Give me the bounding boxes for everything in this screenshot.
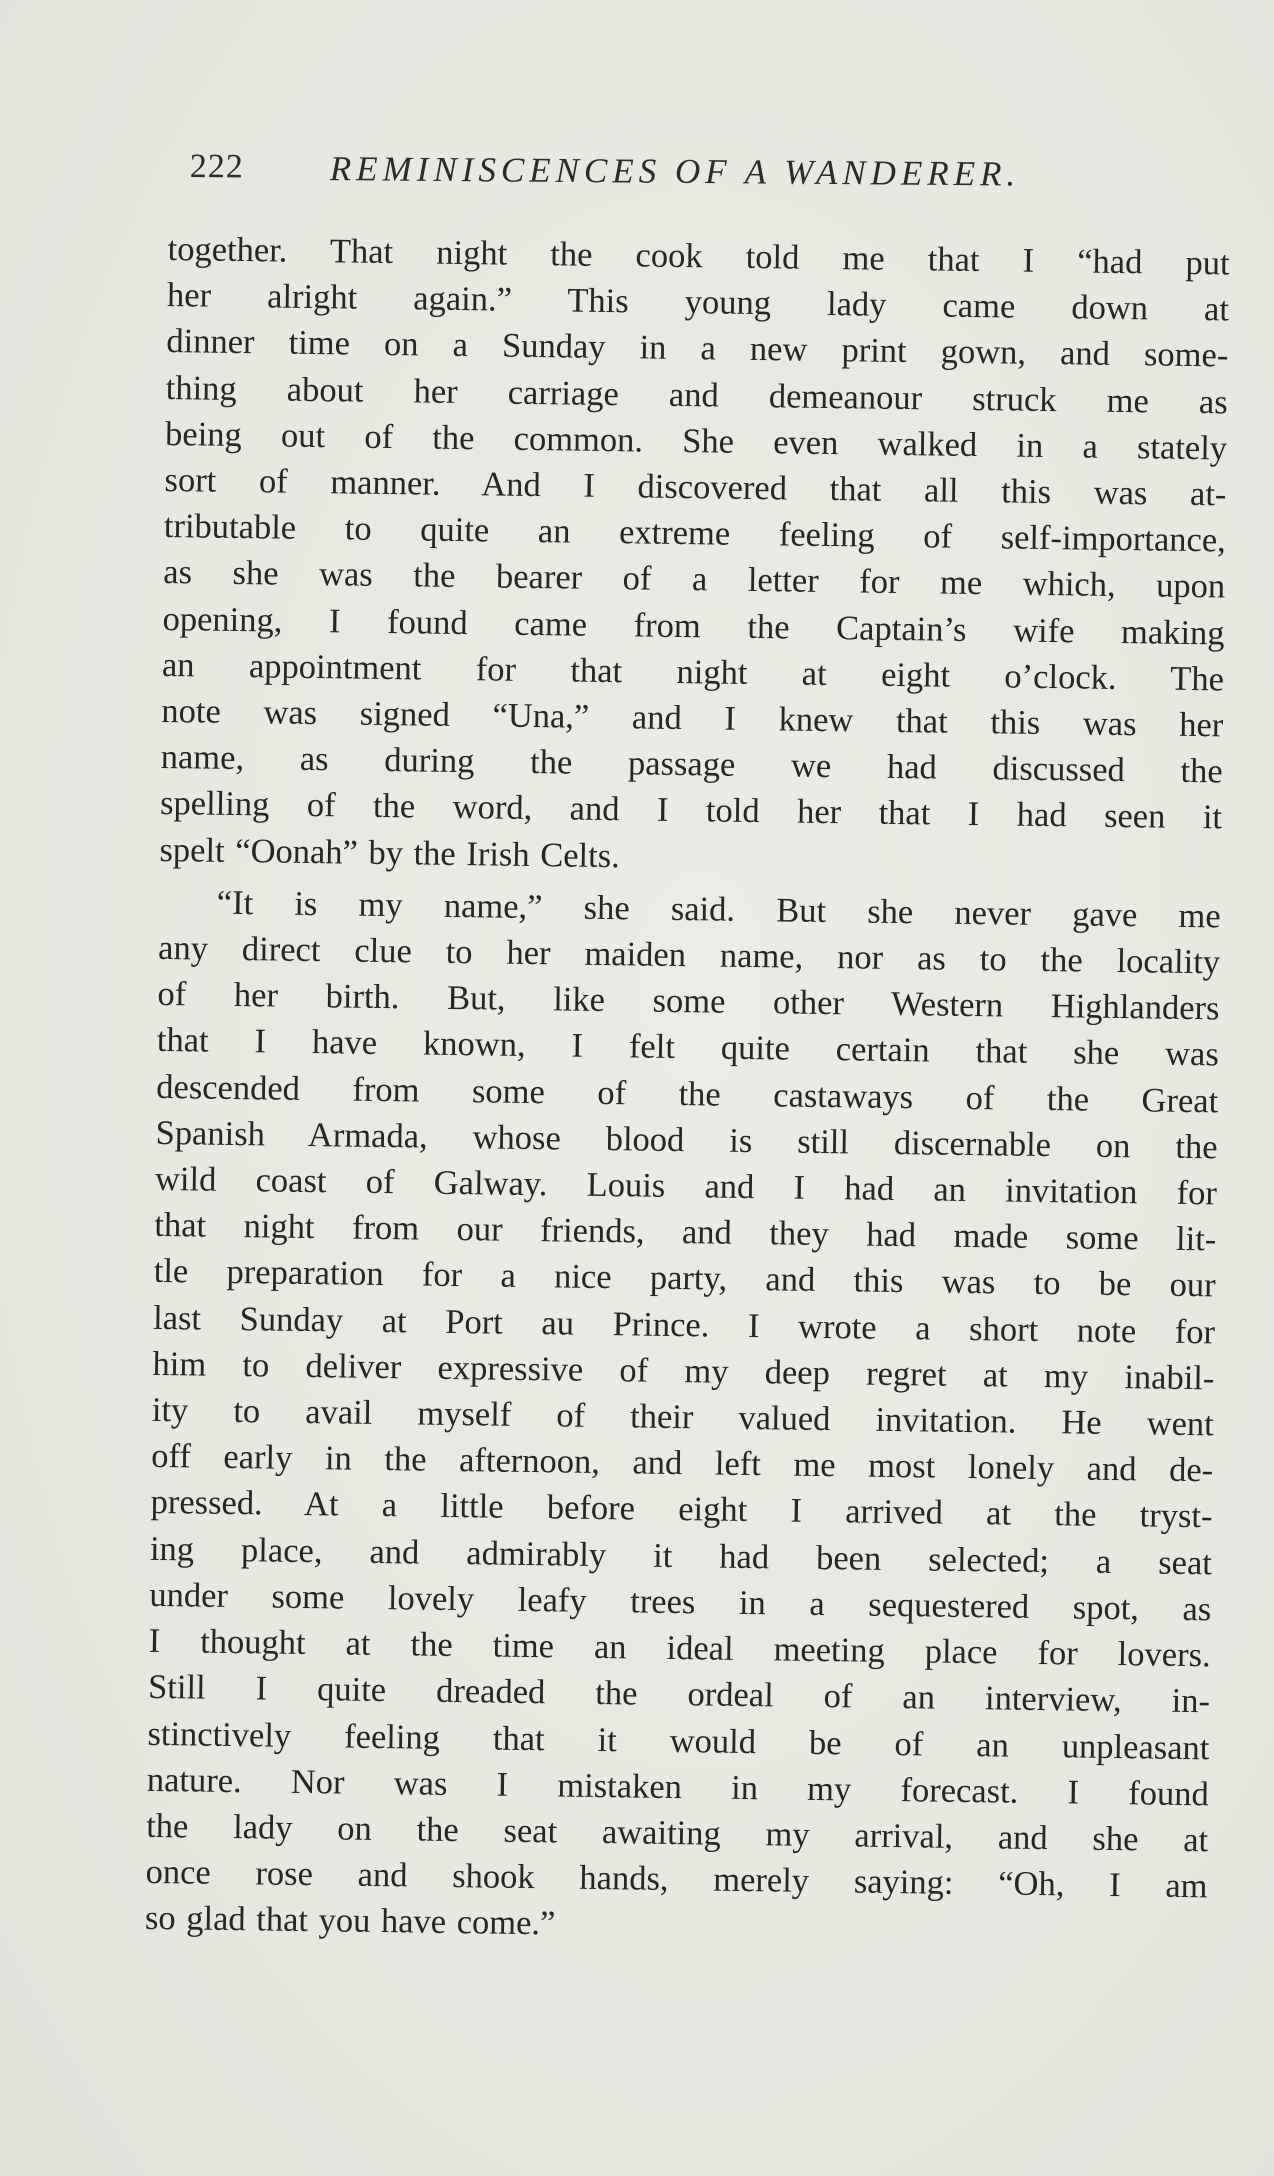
text-line: any direct clue to her maiden name, nor as to the locality [157, 928, 1221, 982]
page-header [190, 148, 1130, 205]
text-line: dinner time on a Sunday in a new print gown, and some- [166, 322, 1229, 375]
text-line: pressed. At a little before eight I arrived at the tryst- [150, 1483, 1213, 1536]
text-line: ing place, and admirably it had been selected; a seat [149, 1529, 1213, 1583]
text-line: sort of manner. And I discovered that all this was at- [164, 460, 1227, 514]
text-line: last Sunday at Port au Prince. I wrote a short note for [152, 1298, 1216, 1352]
text-line: opening, I found came from the Captain’s wife making [162, 599, 1225, 653]
text-line: “It is my name,” she said. But she never gave me [216, 883, 1221, 936]
text-line: name, as during the passage we had discussed the [160, 738, 1223, 791]
text-line: Spanish Armada, whose blood is still discernable on the [155, 1113, 1218, 1167]
text-line: an appointment for that night at eight o’clock. The [161, 645, 1225, 699]
text-line: that night from our friends, and they had made some lit- [154, 1206, 1217, 1259]
text-line: him to deliver expressive of my deep regret at my inabil- [152, 1344, 1215, 1398]
text-line: so glad that you have come.” [144, 1899, 556, 1943]
text-line: note was signed “Una,” and I knew that this was her [161, 691, 1224, 745]
text-line: being out of the common. She even walked in a stately [164, 414, 1228, 468]
text-line: wild coast of Galway. Louis and I had an invitation for [154, 1159, 1218, 1213]
text-line: under some lovely leafy trees in a sequestered spot, as [149, 1575, 1212, 1629]
text-line: ity to avail myself of their valued invitation. He went [151, 1390, 1215, 1444]
text-line: her alright again.” This young lady came down at [166, 276, 1230, 329]
page-number: 222 [189, 148, 244, 186]
text-line: the lady on the seat awaiting my arrival, and she at [145, 1806, 1209, 1860]
paragraph [159, 226, 1230, 887]
text-line: descended from some of the castaways of the Great [156, 1067, 1219, 1121]
text-line: of her birth. But, like some other Western Highlanders [157, 975, 1220, 1028]
text-line: tributable to quite an extreme feeling of self-importance, [163, 507, 1227, 560]
text-line: thing about her carriage and demeanour struck me as [165, 368, 1228, 422]
text-line: as she was the bearer of a letter for me which, upon [163, 553, 1226, 606]
text-line: nature. Nor was I mistaken in my forecast. I found [146, 1760, 1210, 1814]
text-line: together. That night the cook told me that I “had put [167, 229, 1230, 283]
text-line: spelling of the word, and I told her that I had seen it [159, 784, 1223, 837]
text-line: off early in the afternoon, and left me most lonely and de- [150, 1437, 1214, 1490]
text-line: Still I quite dreaded the ordeal of an interview, in- [147, 1668, 1211, 1721]
body-text [145, 226, 1230, 1956]
text-line: spelt “Oonah” by the Irish Celts. [159, 830, 621, 875]
text-line: once rose and shook hands, merely saying: “Oh, I am [145, 1852, 1208, 1906]
text-line: tle preparation for a nice party, and this was to be our [153, 1252, 1216, 1305]
paragraph [145, 879, 1221, 1956]
running-title: REMINISCENCES OF A WANDERER. [329, 149, 1021, 194]
text-line: I thought at the time an ideal meeting place for lovers. [148, 1621, 1211, 1675]
text-line: stinctively feeling that it would be of an unpleasant [147, 1714, 1210, 1767]
text-line: that I have known, I felt quite certain that she was [156, 1021, 1220, 1074]
